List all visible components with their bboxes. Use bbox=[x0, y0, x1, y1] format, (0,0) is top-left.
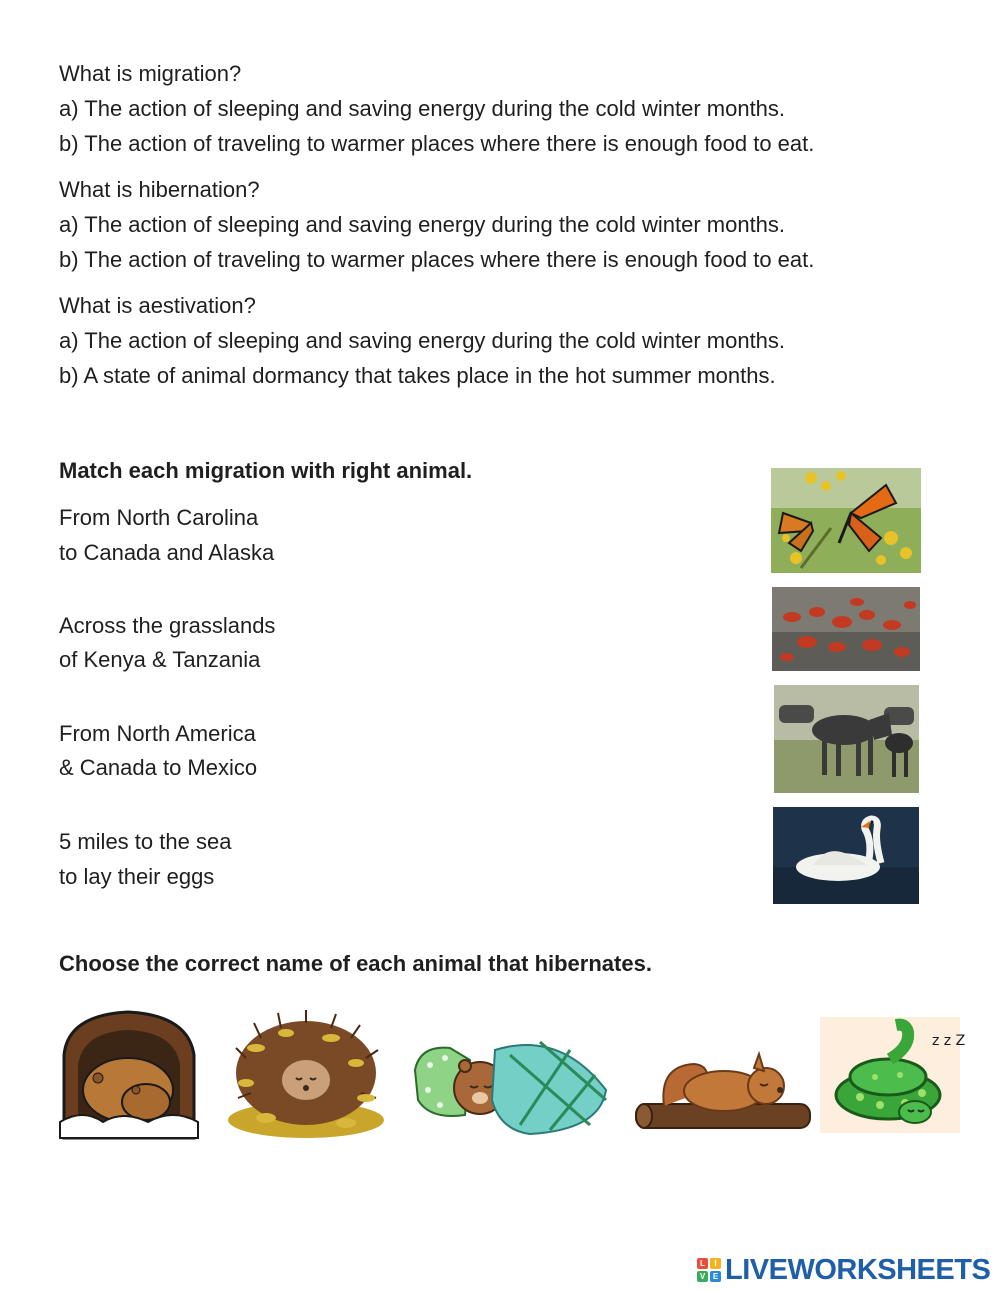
bears-in-cave-picture[interactable] bbox=[58, 1010, 200, 1138]
monarch-butterflies-photo[interactable] bbox=[771, 468, 921, 573]
migration-text-line: of Kenya & Tanzania bbox=[59, 647, 261, 672]
answer-option-b[interactable]: b) The action of traveling to warmer places where there is enough food to eat. bbox=[59, 247, 815, 272]
squirrel-on-log-picture[interactable] bbox=[634, 1046, 812, 1132]
migration-text-line: Across the grasslands bbox=[59, 613, 276, 638]
liveworksheets-logo[interactable] bbox=[697, 1254, 990, 1286]
migration-text-line: From North America bbox=[59, 721, 256, 746]
question-prompt: What is migration? bbox=[59, 61, 242, 86]
liveworksheets-mark-icon bbox=[697, 1258, 721, 1282]
migration-text-line: From North Carolina bbox=[59, 505, 259, 530]
red-crabs-photo[interactable] bbox=[772, 587, 920, 671]
answer-option-a[interactable]: a) The action of sleeping and saving energy during the cold winter months. bbox=[59, 212, 786, 237]
liveworksheets-wordmark: LIVEWORKSHEETS bbox=[725, 1253, 991, 1286]
wildebeest-photo[interactable] bbox=[774, 685, 919, 793]
sleeping-snake-picture[interactable] bbox=[820, 1017, 966, 1133]
migration-text-line: to Canada and Alaska bbox=[59, 540, 275, 565]
answer-option-a[interactable]: a) The action of sleeping and saving energy during the cold winter months. bbox=[59, 328, 786, 353]
question-prompt: What is aestivation? bbox=[59, 293, 256, 318]
answer-option-b[interactable]: b) A state of animal dormancy that takes place in the hot summer months. bbox=[59, 363, 776, 388]
matching-heading: Match each migration with right animal. bbox=[59, 458, 473, 483]
answer-option-a[interactable]: a) The action of sleeping and saving energy during the cold winter months. bbox=[59, 96, 786, 121]
migration-text-line: to lay their eggs bbox=[59, 864, 215, 889]
swan-photo[interactable] bbox=[773, 807, 919, 904]
groundhog-under-blanket-picture[interactable] bbox=[410, 1030, 612, 1136]
logo-mark-letter: L bbox=[697, 1258, 708, 1269]
logo-mark-letter: I bbox=[710, 1258, 721, 1269]
hedgehog-in-leaves-picture[interactable] bbox=[226, 1008, 386, 1140]
hibernation-heading: Choose the correct name of each animal that hibernates. bbox=[59, 951, 652, 976]
answer-option-b[interactable]: b) The action of traveling to warmer places where there is enough food to eat. bbox=[59, 131, 815, 156]
logo-mark-letter: E bbox=[710, 1271, 721, 1282]
logo-mark-letter: V bbox=[697, 1271, 708, 1282]
migration-text-line: & Canada to Mexico bbox=[59, 755, 258, 780]
question-prompt: What is hibernation? bbox=[59, 177, 260, 202]
snake-zzz-text: z z Z bbox=[932, 1033, 966, 1049]
migration-text-line: 5 miles to the sea bbox=[59, 829, 232, 854]
